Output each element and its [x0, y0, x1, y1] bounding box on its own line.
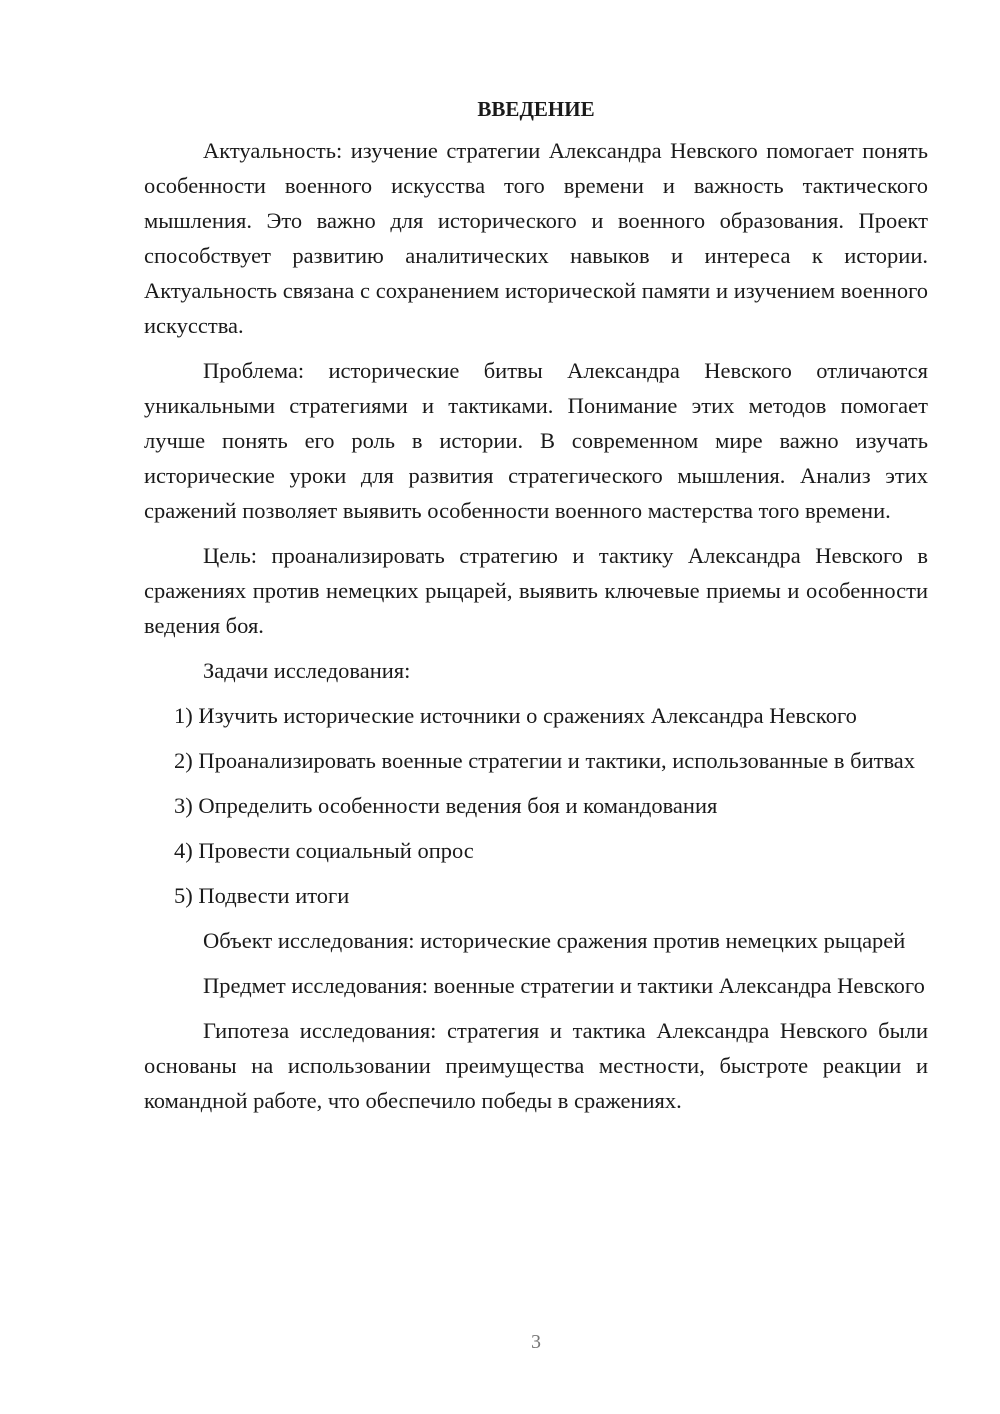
section-title: ВВЕДЕНИЕ	[477, 97, 595, 121]
task-item: 1) Изучить исторические источники о сражениях Александра Невского	[174, 703, 857, 728]
paragraph-relevance: Актуальность: изучение стратегии Александра Невского помогает понять особенности военного искусства того времени и важность тактического мышления. Это важно для исторического и военного образования. Проект способствует развитию аналитических навыков и интереса к истории. Актуальность связана с сохранением исторической памяти и изучением военного искусства.	[144, 138, 928, 338]
page-content	[144, 92, 928, 1128]
task-item: 3) Определить особенности ведения боя и командования	[174, 793, 718, 818]
paragraph-object: Объект исследования: исторические сражения против немецких рыцарей	[203, 928, 906, 953]
task-item: 2) Проанализировать военные стратегии и тактики, использованные в битвах	[174, 748, 916, 773]
paragraph-goal: Цель: проанализировать стратегию и тактику Александра Невского в сражениях против немецких рыцарей, выявить ключевые приемы и особенности ведения боя.	[144, 543, 928, 638]
task-item: 4) Провести социальный опрос	[174, 838, 474, 863]
paragraph-subject: Предмет исследования: военные стратегии и тактики Александра Невского	[203, 973, 925, 998]
tasks-heading: Задачи исследования:	[203, 658, 411, 683]
task-item: 5) Подвести итоги	[174, 883, 350, 908]
paragraph-hypothesis: Гипотеза исследования: стратегия и тактика Александра Невского были основаны на использовании преимущества местности, быстроте реакции и командной работе, что обеспечило победы в сражениях.	[144, 1018, 928, 1113]
paragraph-problem: Проблема: исторические битвы Александра Невского отличаются уникальными стратегиями и тактиками. Понимание этих методов помогает лучше понять его роль в истории. В современном мире важно изучать исторические уроки для развития стратегического мышления. Анализ этих сражений позволяет выявить особенности военного мастерства того времени.	[144, 358, 928, 523]
page-number: 3	[531, 1331, 541, 1353]
